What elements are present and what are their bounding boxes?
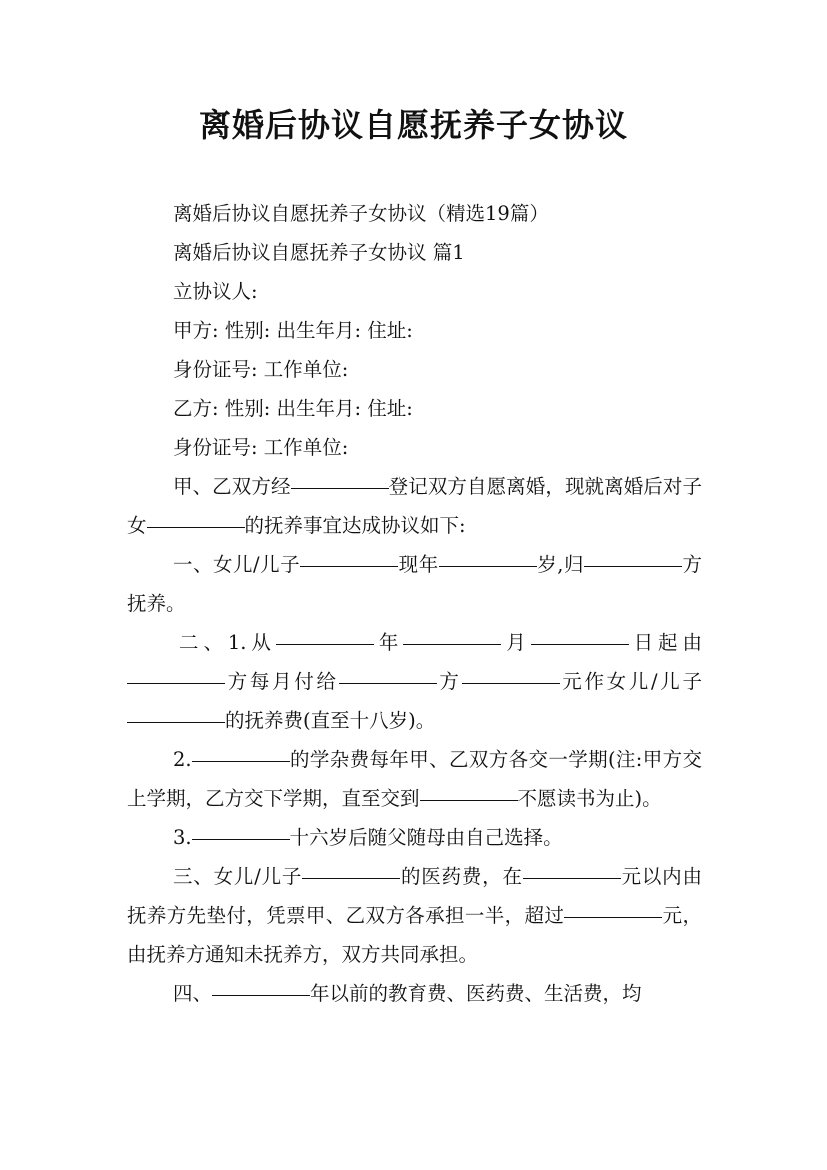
blank-line[interactable] [276, 643, 374, 645]
clause-text: 三、女儿/儿子 [173, 865, 303, 888]
clause-text: 登记双方自愿离婚，现就离婚后对子女 [127, 475, 702, 537]
document-body [127, 194, 702, 1013]
heading-part: 离婚后协议自愿抚养子女协议 篇1 [173, 241, 465, 264]
clause-text: 不愿读书为止)。 [517, 787, 662, 810]
clause-text: 的抚养事宜达成协议如下: [244, 514, 466, 537]
heading-collection: 离婚后协议自愿抚养子女协议（精选19篇） [173, 202, 549, 225]
blank-line[interactable] [564, 916, 662, 918]
blank-line[interactable] [302, 877, 400, 879]
clause-text: 年以前的教育费、医药费、生活费，均 [310, 982, 642, 1005]
party-a-info: 甲方: 性别: 出生年月: 住址: [173, 319, 413, 342]
clause-1 [127, 545, 702, 623]
party-a-id: 身份证号: 工作单位: [173, 358, 349, 381]
clause-text: 一、女儿/儿子 [173, 553, 301, 576]
clause-2-3 [127, 818, 702, 857]
blank-line[interactable] [462, 682, 560, 684]
clause-intro [127, 467, 702, 545]
clause-2-2 [127, 740, 702, 818]
clause-text: 甲、乙双方经 [173, 475, 291, 498]
document-title: 离婚后协议自愿抚养子女协议 [198, 106, 628, 144]
clause-4 [127, 974, 702, 1013]
clause-text: 元作女儿/儿子 [559, 670, 702, 693]
blank-line[interactable] [127, 682, 225, 684]
blank-line[interactable] [300, 565, 398, 567]
clause-text: 的抚养费(直至十八岁)。 [225, 709, 436, 732]
clause-text: 十六岁后随父随母由自己选择。 [289, 826, 563, 849]
clause-text: 方抚养。 [127, 553, 702, 615]
clause-text: 3. [173, 826, 192, 849]
blank-line[interactable] [127, 721, 225, 723]
blank-line[interactable] [192, 838, 290, 840]
blank-line[interactable] [339, 682, 437, 684]
parties-intro: 立协议人: [173, 280, 258, 303]
clause-text: 的医药费，在 [400, 865, 523, 888]
blank-line[interactable] [403, 643, 501, 645]
clause-text: 岁,归 [536, 553, 584, 576]
blank-line[interactable] [291, 487, 389, 489]
clause-text: 年 [373, 631, 404, 654]
clause-text: 现年 [398, 553, 439, 576]
clause-text: 元以内由抚养方先垫付，凭票甲、乙双方各承担一半，超过 [127, 865, 702, 927]
blank-line[interactable] [531, 643, 629, 645]
party-b-id: 身份证号: 工作单位: [173, 436, 349, 459]
clause-text: 的学杂费每年甲、乙双方各交一学期(注:甲方交上学期，乙方交下学期，直至交到 [127, 748, 702, 810]
blank-line[interactable] [212, 994, 310, 996]
clause-text: 方 [436, 670, 462, 693]
clause-3 [127, 857, 702, 974]
blank-line[interactable] [584, 565, 682, 567]
clause-2-1 [127, 623, 702, 740]
blank-line[interactable] [523, 877, 621, 879]
clause-text: 方每月付给 [225, 670, 339, 693]
clause-text: 四、 [173, 982, 213, 1005]
blank-line[interactable] [439, 565, 537, 567]
clause-text: 二、1.从 [179, 631, 276, 654]
clause-text: 2. [173, 748, 192, 771]
clause-text: 日起由 [628, 631, 702, 654]
clause-text: 月 [501, 631, 531, 654]
blank-line[interactable] [147, 526, 245, 528]
blank-line[interactable] [192, 760, 290, 762]
clause-text: 元，由抚养方通知未抚养方，双方共同承担。 [127, 904, 702, 966]
blank-line[interactable] [420, 799, 518, 801]
party-b-info: 乙方: 性别: 出生年月: 住址: [173, 397, 413, 420]
